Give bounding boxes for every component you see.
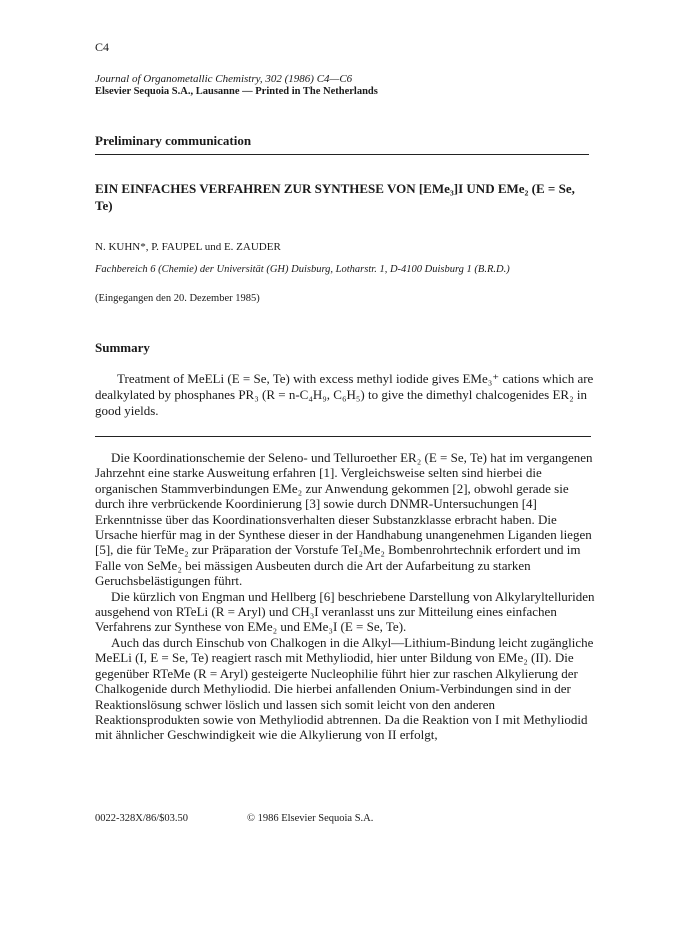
- summary-block: [95, 371, 595, 419]
- header-divider: [95, 154, 589, 155]
- copyright-notice: © 1986 Elsevier Sequoia S.A.: [247, 813, 374, 824]
- affiliation: Fachbereich 6 (Chemie) der Universität (GH) Duisburg, Lotharstr. 1, D-4100 Duisburg 1 (B.R.D.): [95, 264, 510, 275]
- publisher-line: Elsevier Sequoia S.A., Lausanne — Printed in The Netherlands: [95, 86, 378, 97]
- summary-heading: Summary: [95, 340, 150, 355]
- author-list: N. KUHN*, P. FAUPEL und E. ZAUDER: [95, 241, 281, 253]
- journal-citation: Journal of Organometallic Chemistry, 302 (1986) C4—C6: [95, 73, 353, 85]
- body-paragraph: Die Koordinationschemie der Seleno- und Telluroether ER₂ (E = Se, Te) hat im vergangenen Jahrzehnt eine starke Ausweitung erfahren [1]. Vergleichsweise selten sind hierbei die organischen Stammverbindungen EMe₂ zur Anwendung gekommen [2], obwohl gerade sie durch ihre verbrückende Koordinierung [3] sowie durch DNMR-Untersuchungen [4] Erkenntnisse über das Koordinationsverhalten dieser Substanzklasse erbracht haben. Die Ursache hierfür mag in der Synthese dieser in der Handhabung unangenehmen Liganden liegen [5], die für TeMe₂ zur Präparation der Vorstufe TeI₂Me₂ Bombenrohrtechnik erfordert und im Falle von SeMe₂ bei mässigen Ausbeuten durch die Art der Aufarbeitung zu starken Geruchsbelästigungen führt.: [95, 450, 593, 589]
- body-paragraph: Die kürzlich von Engman und Hellberg [6] beschriebene Darstellung von Alkylaryltelluriden ausgehend von RTeLi (R = Aryl) und CH₃I veranlasst uns zur Mitteilung eines einfachen Verfahrens zur Synthese von EMe₂ und EMe₃I (E = Se, Te).: [95, 588, 595, 635]
- body-text: [95, 450, 595, 743]
- article-title: EIN EINFACHES VERFAHREN ZUR SYNTHESE VON [EMe₃]I UND EMe₂ (E = Se, Te): [95, 181, 575, 213]
- body-paragraph: Auch das durch Einschub von Chalkogen in die Alkyl—Lithium-Bindung leicht zugängliche MeELi (I, E = Se, Te) reagiert rasch mit Methyliodid, hier unter Bildung von EMe₂ (II). Die gegenüber RTeMe (R = Aryl) gesteigerte Nucleophilie führt hier zur raschen Alkylierung der Chalkogenide durch Methyliodid. Die hierbei anfallenden Onium-Verbindungen sind in der Reaktionslösung schwer löslich und lassen sich somit leicht von den anderen Reaktionsprodukten sowie von Methyliodid abtrennen. Da die Reaktion von I mit Methyliodid mit ähnlicher Geschwindigkeit wie die Alkylierung von II erfolgt,: [95, 634, 594, 743]
- summary-text: Treatment of MeELi (E = Se, Te) with excess methyl iodide gives EMe₃⁺ cations which are dealkylated by phosphanes PR₃ (R = n-C₄H₉, C₆H₅) to give the dimethyl chalcogenides ER₂ in good yields.: [95, 371, 594, 418]
- section-label: Preliminary communication: [95, 133, 252, 148]
- article-identifier: 0022-328X/86/$03.50: [95, 813, 189, 824]
- page-number: C4: [95, 40, 110, 54]
- summary-divider: [95, 436, 591, 437]
- received-date: (Eingegangen den 20. Dezember 1985): [95, 293, 260, 304]
